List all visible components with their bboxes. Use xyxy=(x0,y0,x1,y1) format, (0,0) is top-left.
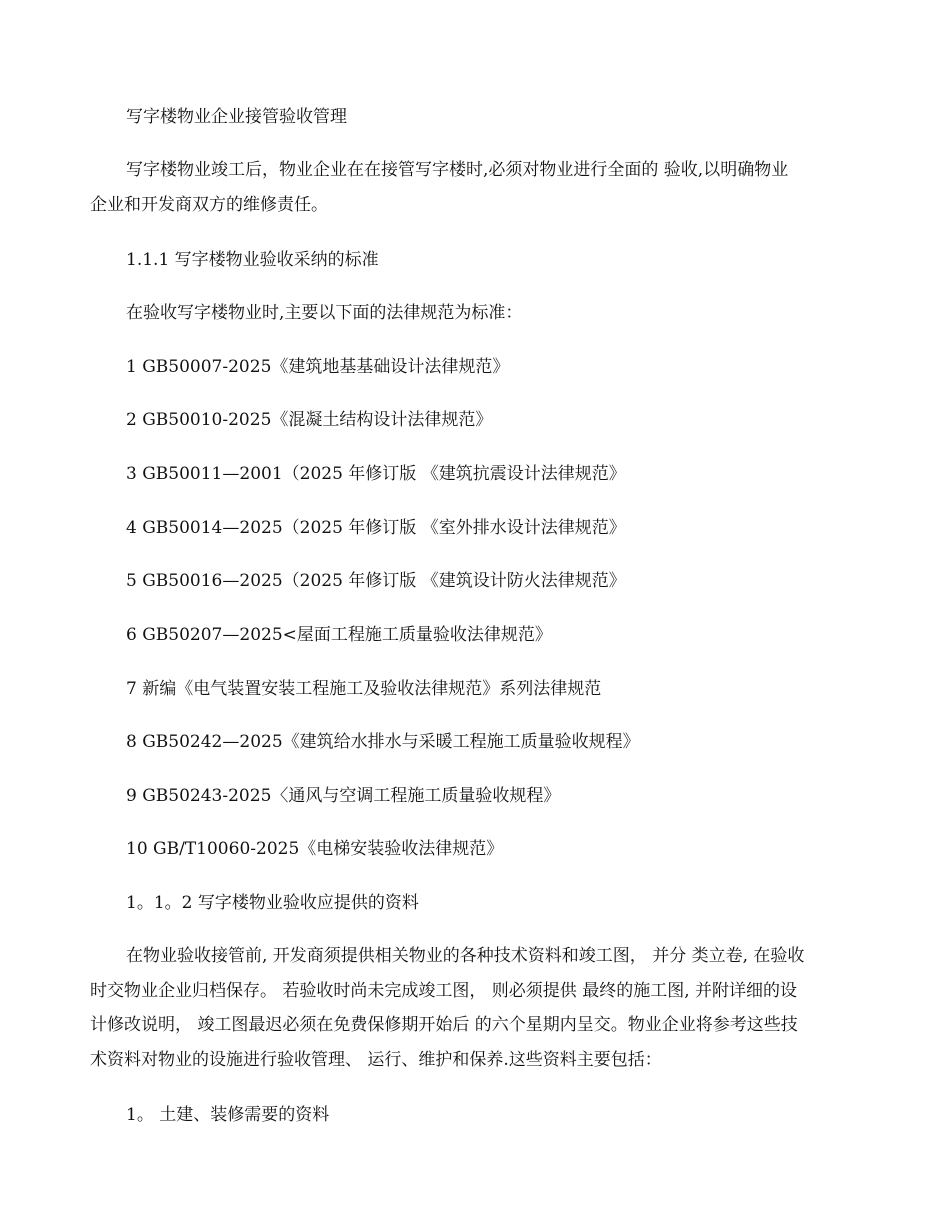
intro-line-2: 企业和开发商双方的维修责任。 xyxy=(90,195,328,215)
standard-item: 4 GB50014—2025（2025 年修订版 《室外排水设计法律规范》 xyxy=(126,518,626,538)
section-1-lead: 在验收写字楼物业时,主要以下面的法律规范为标准： xyxy=(126,303,523,323)
standard-item: 7 新编《电气装置安装工程施工及验收法律规范》系列法律规范 xyxy=(126,679,602,699)
standard-item: 6 GB50207—2025<屋面工程施工质量验收法律规范》 xyxy=(126,625,552,645)
list-item-1: 1。 土建、装修需要的资料 xyxy=(126,1105,330,1125)
section-2-line-2: 时交物业企业归档保存。 若验收时尚未完成竣工图， 则必须提供 最终的施工图, 并附详细的设 xyxy=(90,981,798,1001)
document-title: 写字楼物业企业接管验收管理 xyxy=(126,107,347,127)
standard-item: 2 GB50010-2025《混凝土结构设计法律规范》 xyxy=(126,410,493,430)
section-2-line-3: 计修改说明， 竣工图最迟必须在免费保修期开始后 的六个星期内呈交。物业企业将参考这些技 xyxy=(90,1015,798,1035)
standard-item: 10 GB/T10060-2025《电梯安装验收法律规范》 xyxy=(126,839,504,859)
section-2-heading: 1。1。2 写字楼物业验收应提供的资料 xyxy=(126,893,419,913)
section-2-line-1: 在物业验收接管前, 开发商须提供相关物业的各种技术资料和竣工图， 并分 类立卷, 在验收 xyxy=(126,946,805,966)
standard-item: 1 GB50007-2025《建筑地基基础设计法律规范》 xyxy=(126,357,510,377)
intro-line-1: 写字楼物业竣工后，物业企业在在接管写字楼时,必须对物业进行全面的 验收,以明确物业 xyxy=(126,160,789,180)
standard-item: 9 GB50243-2025〈通风与空调工程施工质量验收规程》 xyxy=(126,786,561,806)
section-1-heading: 1.1.1 写字楼物业验收采纳的标准 xyxy=(126,250,379,270)
section-2-line-4: 术资料对物业的设施进行验收管理、 运行、维护和保养.这些资料主要包括： xyxy=(90,1050,662,1070)
standard-item: 3 GB50011—2001（2025 年修订版 《建筑抗震设计法律规范》 xyxy=(126,464,626,484)
standard-item: 5 GB50016—2025（2025 年修订版 《建筑设计防火法律规范》 xyxy=(126,571,626,591)
standard-item: 8 GB50242—2025《建筑给水排水与采暖工程施工质量验收规程》 xyxy=(126,732,640,752)
